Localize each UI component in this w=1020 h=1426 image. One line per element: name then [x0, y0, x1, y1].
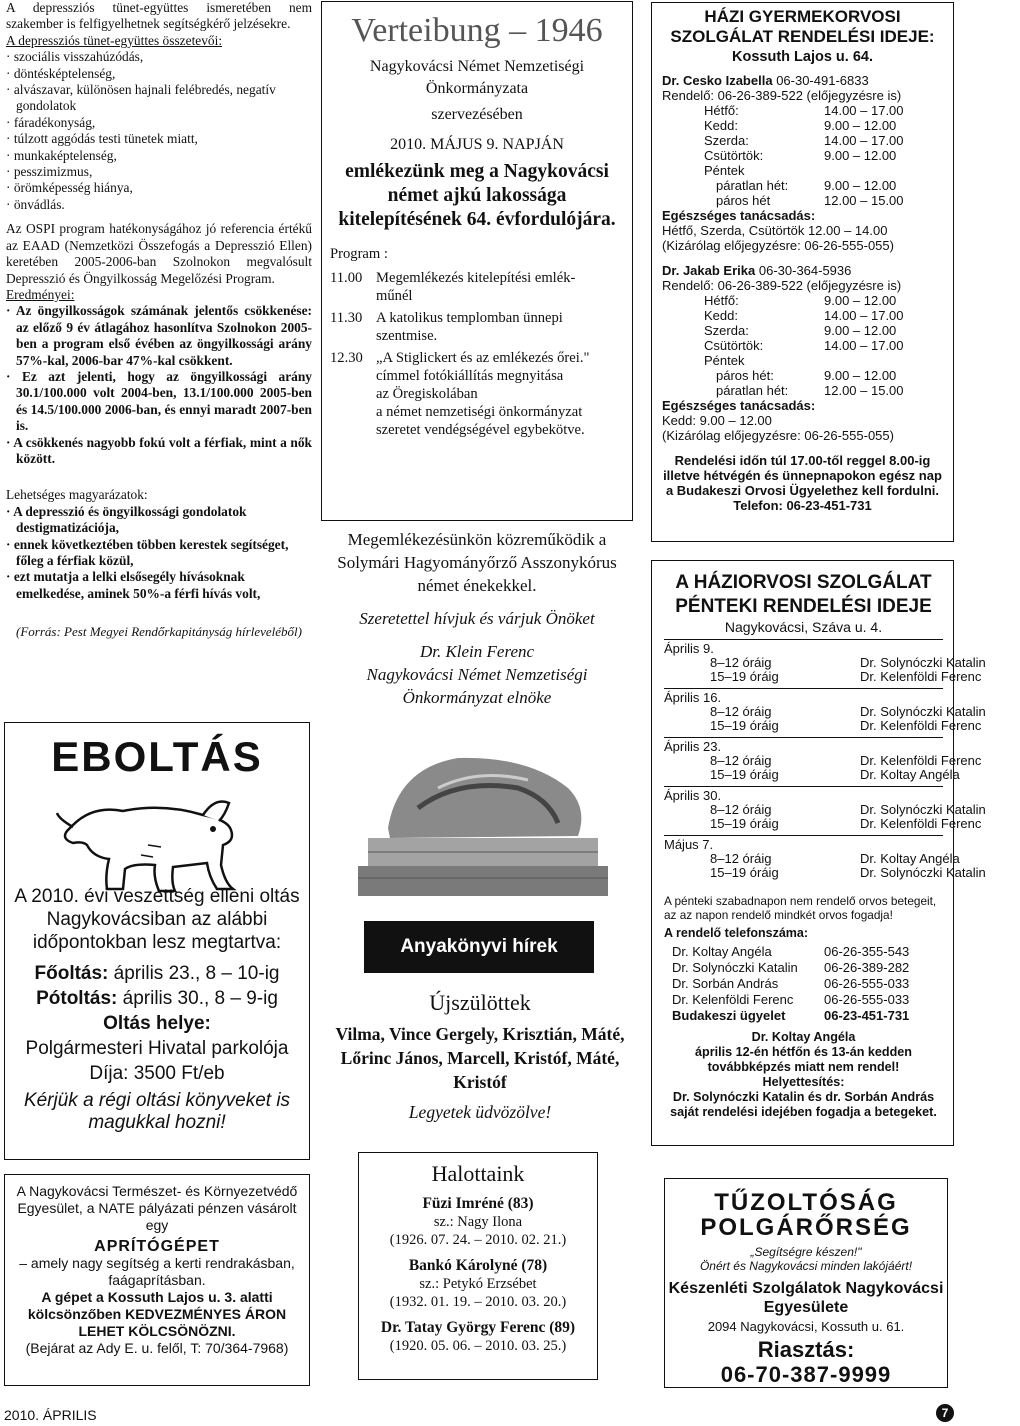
doctor-hours [662, 103, 943, 208]
death-name: Dr. Tatay György Ferenc (89) [380, 1319, 576, 1336]
health-title: Egészséges tanácsadás: [662, 208, 816, 223]
hours-time: 12.00 – 15.00 [824, 383, 904, 398]
program-line: „A Stiglickert és az emlékezés őrei." [376, 350, 590, 366]
hours-time: 9.00 – 12.00 [824, 178, 897, 193]
phone-name: Dr. Kelenföldi Ferenc [672, 992, 794, 1007]
hours-day: páratlan hét: [716, 178, 789, 193]
bullet-mark: · [6, 49, 14, 65]
deaths-list [359, 1195, 597, 1355]
schedule-doctor: Dr. Solynóczki Katalin [860, 655, 986, 670]
component-item-text: önvádlás. [13, 196, 65, 212]
eboltas-title: EBOLTÁS [51, 733, 263, 780]
absence-name: Dr. Koltay Angéla [751, 1030, 856, 1044]
schedule-doctor: Dr. Kelenföldi Ferenc [860, 669, 982, 684]
signer-title: Nagykovácsi Német Nemzetiségi Önkormányzat elnöke [366, 665, 588, 707]
hours-day: Péntek [704, 353, 745, 368]
vaccination-place-label: Oltás helye: [103, 1013, 211, 1034]
haziorvos-address: Nagykovácsi, Száva u. 4. [724, 619, 883, 635]
depression-intro: A depressziós tünet-együttes ismeretében nem szakember is felfigyelhetnek segítségkérő jelzésekre. [6, 0, 312, 32]
schedule-row [664, 718, 982, 733]
phone-name: Budakeszi ügyelet [672, 1008, 786, 1023]
phone-row [672, 944, 943, 960]
births-title: Újszülöttek [429, 990, 531, 1015]
memorial-photo [328, 728, 628, 904]
tuzoltosag-slogan2: Önért és Nagykovácsi minden lakójáért! [699, 1259, 913, 1273]
schedule-day [664, 737, 982, 786]
component-item [6, 66, 312, 82]
component-item-text: fáradékonyság, [13, 114, 96, 130]
schedule-row [664, 802, 986, 817]
substitute-note: Dr. Solynóczki Katalin és dr. Sorbán András saját rendelési idejében fogadja a betegeket. [670, 1090, 937, 1119]
hours-day: Csütörtök: [704, 338, 764, 353]
schedule-doctor: Dr. Koltay Angéla [860, 851, 960, 866]
component-item-text: döntésképtelenség, [13, 65, 116, 81]
doctor-name: Dr. Cesko Izabella [662, 73, 773, 88]
death-maiden: sz.: Petykó Erzsébet [419, 1276, 537, 1292]
tuzoltosag-address: 2094 Nagykovácsi, Kossuth u. 61. [707, 1319, 905, 1334]
component-item [6, 131, 312, 147]
program-line: szeretet vendégségével egybekötve. [376, 422, 585, 438]
explanations-title: Lehetséges magyarázatok: [6, 487, 148, 503]
hours-time: 14.00 – 17.00 [824, 133, 904, 148]
explanations-list [6, 504, 312, 602]
bullet-mark: · [6, 303, 16, 319]
schedule-doctor: Dr. Solynóczki Katalin [860, 704, 986, 719]
gyermekorvos-address: Kossuth Lajos u. 64. [732, 49, 873, 65]
component-item-text: pesszimizmus, [13, 164, 93, 180]
schedule-doctor: Dr. Solynóczki Katalin [860, 802, 986, 817]
source-note: (Forrás: Pest Megyei Rendőrkapitányság hírleveléből) [16, 624, 302, 640]
component-item [6, 180, 312, 196]
death-dates: (1920. 05. 06. – 2010. 03. 25.) [389, 1338, 567, 1354]
program-line: Megemlékezés kitelepítési emlék- [376, 270, 576, 286]
schedule-row [664, 851, 960, 866]
phone-row [672, 960, 943, 976]
phone-row [672, 992, 943, 1008]
schedule-time: 15–19 óráig [710, 767, 779, 782]
schedule-time: 8–12 óráig [710, 851, 772, 866]
hours-day: Péntek [704, 163, 745, 178]
program-time: 11.00 [330, 270, 363, 286]
doctor-block [662, 73, 943, 253]
signer-name: Dr. Klein Ferenc [419, 642, 535, 661]
tuzoltosag-box [664, 1178, 948, 1388]
makeup-vaccination-date: április 30., 8 – 9-ig [122, 988, 278, 1009]
death-entry [359, 1319, 597, 1355]
program-time: 12.30 [330, 350, 363, 366]
deaths-box [358, 1152, 598, 1380]
doctor-block [662, 263, 943, 443]
schedule-row [664, 816, 982, 831]
health-note: (Kizárólag előjegyzésre: 06-26-555-055) [662, 238, 894, 253]
program-list [322, 269, 632, 439]
result-item-text: Az öngyilkosságok számának jelentős csökkenése: az előző 9 év átlagához hasonlítva Szolnokon 2005-ben a program első évében az öngyilkossági arány 57%-kal, 2006-bar 47%-kal csökkent. [15, 303, 312, 368]
phones-list [664, 944, 943, 1024]
schedule-time: 15–19 óráig [710, 718, 779, 733]
program-label: Program : [330, 246, 388, 262]
hours-time: 9.00 – 12.00 [824, 293, 897, 308]
vaccination-place: Polgármesteri Hivatal parkolója [25, 1038, 289, 1059]
footer-date: 2010. ÁPRILIS [4, 1407, 97, 1423]
bullet-mark: · [6, 114, 14, 130]
deaths-title: Halottaink [431, 1161, 525, 1186]
result-item [6, 369, 312, 435]
tuzoltosag-slogan: „Segítségre készen!" [750, 1245, 862, 1259]
schedule-row [664, 767, 960, 782]
gyermekorvos-footer: Rendelési időn túl 17.00-től reggel 8.00-ig illetve hétvégén és ünnepnapokon egész nap a Budakeszi Orvosi Ügyelethez kell fordulni. Telefon: 06-23-451-731 [663, 453, 942, 513]
hours-day: Szerda: [704, 133, 749, 148]
components-list [6, 49, 312, 213]
component-item [6, 148, 312, 164]
bullet-mark: · [6, 180, 14, 196]
schedule-time: 15–19 óráig [710, 816, 779, 831]
death-dates: (1932. 01. 19. – 2010. 03. 20.) [389, 1294, 567, 1310]
component-item-text: örömképesség hiánya, [13, 180, 133, 196]
schedule-time: 8–12 óráig [710, 753, 772, 768]
phone-name: Dr. Solynóczki Katalin [672, 960, 798, 975]
bullet-mark: · [6, 164, 14, 180]
health-hours: Hétfő, Szerda, Csütörtök 12.00 – 14.00 [662, 223, 888, 238]
hours-day: páratlan hét: [716, 383, 789, 398]
phone-name: Dr. Sorbán András [672, 976, 779, 991]
phone-number: 06-26-555-033 [824, 992, 910, 1007]
death-dates: (1926. 07. 24. – 2010. 02. 21.) [389, 1232, 567, 1248]
bullet-mark: · [6, 368, 22, 384]
page-number: 7 [936, 1404, 954, 1422]
aprito-rental: A gépet a Kossuth Lajos u. 3. alatti kölcsönzőben KEDVEZMÉNYES ÁRON LEHET KÖLCSÖNÖZNI. [27, 1289, 287, 1339]
schedule-date: Április 9. [664, 641, 714, 656]
schedule-doctor: Dr. Kelenföldi Ferenc [860, 753, 982, 768]
main-vaccination-date: április 23., 8 – 10-ig [113, 963, 280, 984]
schedule-time: 15–19 óráig [710, 865, 779, 880]
component-item-text: alvászavar, különösen hajnali felébredés, negatív gondolatok [13, 82, 276, 114]
schedule-time: 8–12 óráig [710, 655, 772, 670]
aprito-contact: (Bejárat az Ady E. u. felől, T: 70/364-7968) [25, 1340, 289, 1356]
program-time: 11.30 [330, 310, 363, 326]
schedule-day [664, 688, 986, 737]
death-entry [359, 1195, 597, 1249]
explanation-item-text: ennek következtében többen kerestek segítséget, főleg a férfiak közül, [13, 536, 289, 568]
absence-note: április 12-én hétfőn és 13-án kedden továbbképzés miatt nem rendel! [695, 1045, 912, 1074]
friday-schedule [664, 639, 986, 884]
bullet-mark: · [6, 65, 14, 81]
aprito-intro: A Nagykovácsi Természet- és Környezetvédő Egyesület, a NATE pályázati pénzen vásárolt egy [16, 1183, 298, 1233]
hours-time: 12.00 – 15.00 [824, 193, 904, 208]
hours-time: 14.00 – 17.00 [824, 338, 904, 353]
hours-time [824, 163, 944, 178]
doctor-header [662, 263, 943, 278]
hours-time: 9.00 – 12.00 [824, 148, 897, 163]
death-name: Füzi Imréné (83) [422, 1195, 534, 1212]
explanation-item [6, 504, 312, 537]
hours-time: 9.00 – 12.00 [824, 323, 897, 338]
main-vaccination-label: Főoltás: [34, 963, 109, 984]
aprito-title: APRÍTÓGÉPET [94, 1238, 220, 1255]
program-line: az Öregiskolában [376, 386, 478, 402]
phone-name: Dr. Koltay Angéla [672, 944, 772, 959]
program-row [330, 269, 632, 305]
schedule-time: 8–12 óráig [710, 704, 772, 719]
hours-day: páros hét: [716, 368, 774, 383]
alarm-phone: 06-70-387-9999 [720, 1362, 892, 1387]
verteibung-box [321, 1, 633, 521]
phone-row [672, 976, 943, 992]
phones-title: A rendelő telefonszáma: [664, 926, 809, 940]
program-line: szentmise. [376, 328, 438, 344]
doctor-office: Rendelő: 06-26-389-522 (előjegyzésre is) [662, 88, 902, 103]
health-hours: Kedd: 9.00 – 12.00 [662, 413, 772, 428]
verteibung-headline: emlékezünk meg a Nagykovácsi német ajkú lakossága kitelepítésének 64. évfordulójára. [338, 161, 616, 230]
death-maiden: sz.: Nagy Ilona [433, 1214, 523, 1230]
doctors-list [662, 73, 943, 443]
component-item-text: munkaképtelenség, [13, 147, 117, 163]
explanation-item [6, 569, 312, 602]
hours-day: Hétfő: [704, 103, 739, 118]
schedule-date: Április 16. [664, 690, 722, 705]
hours-day: Kedd: [704, 118, 738, 133]
health-title: Egészséges tanácsadás: [662, 398, 816, 413]
health-note: (Kizárólag előjegyzésre: 06-26-555-055) [662, 428, 894, 443]
haziorvos-box [651, 560, 986, 1146]
eboltas-text: A 2010. évi veszettség elleni oltás Nagykovácsiban az alábbi időpontokban lesz megtartva: [14, 886, 300, 953]
schedule-day [664, 786, 986, 835]
verteibung-title: Verteibung – 1946 [351, 12, 603, 49]
doctor-hours [662, 293, 943, 398]
hours-day: páros hét [716, 193, 771, 208]
ospi-paragraph: Az OSPI program hatékonyságához jó referencia értékű az EAAD (Nemzetközi Összefogás a Depresszió Ellen) keretében 2005-2006-ban Szolnokon megvalósult Depresszió és Öngyilkosság Megelőzési Program. [6, 221, 312, 286]
dog-illustration [53, 785, 265, 900]
schedule-day [664, 639, 986, 688]
anyakonyv-banner [364, 921, 594, 973]
program-row [330, 349, 632, 439]
hours-time: 9.00 – 12.00 [824, 118, 897, 133]
schedule-date: Május 7. [664, 837, 714, 852]
hours-time: 9.00 – 12.00 [824, 368, 897, 383]
aprito-description: – amely nagy segítség a kerti rendrakásban, faágaprításban. [19, 1255, 295, 1288]
phone-row [672, 1008, 943, 1024]
schedule-row [664, 753, 982, 768]
bullet-mark: · [6, 131, 14, 147]
program-line: címmel fotókiállítás megnyitása [376, 368, 564, 384]
schedule-row [664, 669, 982, 684]
verteibung-organized: szervezésében [431, 106, 523, 123]
schedule-doctor: Dr. Solynóczki Katalin [860, 865, 986, 880]
choir-note: Megemlékezésünkön közreműködik a Solymári Hagyományőrző Asszonykórus német énekekkel. [337, 530, 617, 595]
schedule-doctor: Dr. Koltay Angéla [860, 767, 960, 782]
anyakonyv-title: Anyakönyvi hírek [400, 936, 558, 957]
bullet-mark: · [6, 536, 14, 552]
polgarorseg-title: POLGÁRŐRSÉG [700, 1214, 912, 1241]
schedule-date: Április 23. [664, 739, 722, 754]
doctor-phone: 06-30-491-6833 [776, 73, 869, 88]
aprito-box [4, 1174, 310, 1386]
verteibung-org: Nagykovácsi Német Nemzetiségi Önkormányzata [369, 58, 585, 97]
component-item-text: túlzott aggódás testi tünetek miatt, [13, 131, 198, 147]
eboltas-box [4, 722, 310, 1160]
component-item [6, 197, 312, 213]
program-line: műnél [376, 288, 413, 304]
program-line: a német nemzetiségi önkormányzat [376, 404, 583, 420]
hours-day: Csütörtök: [704, 148, 764, 163]
births-section [324, 990, 636, 1123]
results-list [6, 303, 312, 467]
schedule-row [664, 704, 986, 719]
doctor-phone: 06-30-364-5936 [758, 263, 852, 278]
schedule-date: Április 30. [664, 788, 722, 803]
phone-number: 06-26-555-033 [824, 976, 910, 991]
tuzoltosag-title: TŰZOLTÓSÁG [714, 1189, 898, 1216]
result-item-text: Ez azt jelenti, hogy az öngyilkossági arány 30.1/100.000 volt 2004-ben, 13.1/100.000 2005-ben és 14.5/100.000 2006-ban, és ennyi maradt 2007-ben is. [16, 368, 312, 434]
phone-number: 06-26-389-282 [824, 960, 910, 975]
substitute-title: Helyettesítés: [762, 1075, 845, 1089]
bullet-mark: · [6, 434, 14, 450]
schedule-row [664, 865, 986, 880]
bullet-mark: · [6, 569, 14, 585]
component-item [6, 82, 312, 115]
bullet-mark: · [6, 503, 14, 519]
death-entry [359, 1257, 597, 1311]
schedule-row [664, 655, 986, 670]
bullet-mark: · [6, 196, 14, 212]
schedule-doctor: Dr. Kelenföldi Ferenc [860, 816, 982, 831]
gyermekorvos-title: HÁZI GYERMEKORVOSI SZOLGÁLAT RENDELÉSI IDEJE: [670, 7, 935, 46]
hours-day: Kedd: [704, 308, 738, 323]
hours-time: 14.00 – 17.00 [824, 308, 904, 323]
doctor-office: Rendelő: 06-26-389-522 (előjegyzésre is) [662, 278, 902, 293]
alarm-label: Riasztás: [757, 1337, 855, 1362]
births-greeting: Legyetek üdvözölve! [408, 1102, 552, 1122]
gyermekorvos-box [651, 2, 954, 542]
hours-time: 14.00 – 17.00 [824, 103, 904, 118]
phone-number: 06-23-451-731 [824, 1008, 910, 1023]
schedule-time: 15–19 óráig [710, 669, 779, 684]
result-item-text: A csökkenés nagyobb fokú volt a férfiak, mint a nők között. [13, 434, 312, 466]
tuzoltosag-org: Készenléti Szolgálatok Nagykovácsi Egyesülete [668, 1280, 944, 1316]
hours-day: Hétfő: [704, 293, 739, 308]
schedule-day [664, 835, 986, 884]
invitation: Szeretettel hívjuk és várjuk Önöket [359, 609, 595, 628]
death-name: Bankó Károlyné (78) [408, 1257, 548, 1274]
components-title: A depressziós tünet-együttes összetevői: [6, 32, 223, 48]
vaccination-fee: Díja: 3500 Ft/eb [89, 1063, 225, 1084]
verteibung-date: 2010. MÁJUS 9. NAPJÁN [390, 136, 564, 153]
component-item [6, 164, 312, 180]
depression-article [6, 0, 312, 641]
haziorvos-title: A HÁZIORVOSI SZOLGÁLAT PÉNTEKI RENDELÉSI IDEJE [675, 572, 932, 617]
phone-number: 06-26-355-543 [824, 944, 910, 959]
program-description [376, 309, 563, 345]
program-description [376, 349, 589, 439]
results-title: Eredményei: [6, 286, 75, 302]
doctor-name: Dr. Jakab Erika [662, 263, 756, 278]
program-row [330, 309, 632, 345]
verteibung-footer [321, 528, 633, 709]
component-item [6, 49, 312, 65]
hours-time [824, 353, 944, 368]
bullet-mark: · [6, 82, 14, 98]
program-description [376, 269, 575, 305]
explanation-item-text: A depresszió és öngyilkossági gondolatok destigmatizációja, [13, 503, 247, 536]
component-item [6, 115, 312, 131]
component-item-text: szociális visszahúzódás, [13, 49, 144, 65]
result-item [6, 303, 312, 369]
friday-note: A pénteki szabadnapon nem rendelő orvos betegeit, az az napon rendelő mindkét orvos fogadja! [664, 894, 937, 922]
births-names: Vilma, Vince Gergely, Krisztián, Máté, Lőrinc János, Marcell, Kristóf, Máté, Kristóf [335, 1024, 625, 1092]
makeup-vaccination-label: Pótoltás: [36, 988, 118, 1009]
vaccination-note: Kérjük a régi oltási könyveket is magukkal hozni! [23, 1090, 291, 1133]
schedule-time: 8–12 óráig [710, 802, 772, 817]
bullet-mark: · [6, 147, 14, 163]
program-line: A katolikus templomban ünnepi [376, 310, 563, 326]
doctor-header [662, 73, 943, 88]
explanation-item-text: ezt mutatja a lelki elsősegély hívásoknak emelkedése, aminek 50%-a férfi hívás volt, [13, 569, 261, 601]
schedule-doctor: Dr. Kelenföldi Ferenc [860, 718, 982, 733]
result-item [6, 435, 312, 468]
explanation-item [6, 537, 312, 570]
hours-day: Szerda: [704, 323, 749, 338]
